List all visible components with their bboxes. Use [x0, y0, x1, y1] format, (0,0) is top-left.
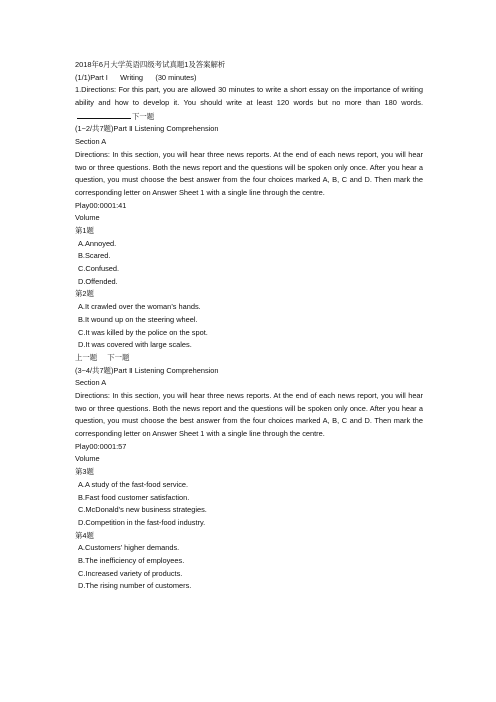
- section1-volume-control[interactable]: Volume: [75, 213, 100, 223]
- question-4-option-a[interactable]: A.Customers’ higher demands.: [78, 543, 180, 553]
- question-2-option-c[interactable]: C.It was killed by the police on the spot.: [78, 327, 208, 337]
- question-3-option-a[interactable]: A.A study of the fast-food service.: [78, 479, 189, 489]
- question-3-label: 第3题: [75, 467, 94, 477]
- next-question-link[interactable]: 下一题: [107, 352, 130, 362]
- question-1-option-b[interactable]: B.Scared.: [78, 251, 111, 261]
- section2-volume-control[interactable]: Volume: [75, 454, 100, 464]
- part1-directions-text: 1.Directions: For this part, you are allowed 30 minutes to write a short essay on the importance of writing ability and how to develop it. You should write at least 120 words but no more than 180 words.: [75, 85, 423, 108]
- prev-question-link[interactable]: 上一题: [75, 352, 98, 362]
- question-1-option-d[interactable]: D.Offended.: [78, 276, 118, 286]
- question-2-option-a[interactable]: A.It crawled over the woman’s hands.: [78, 302, 201, 312]
- answer-blank: [77, 110, 131, 119]
- question-1-label: 第1题: [75, 226, 94, 236]
- question-4-option-d[interactable]: D.The rising number of customers.: [78, 581, 192, 591]
- question-2-label: 第2题: [75, 289, 94, 299]
- section1-directions: Directions: In this section, you will hear three news reports. At the end of each news report, you will hear two or three questions. Both the news report and the questions will be spoken only once. After you hear a question, you must choose the best answer from the four choices marked A, B, C and D. Then mark the corresponding letter on Answer Sheet 1 with a single line through the centre.: [75, 149, 423, 197]
- question-nav: [75, 352, 423, 365]
- question-4-option-c[interactable]: C.Increased variety of products.: [78, 568, 183, 578]
- question-1-option-c[interactable]: C.Confused.: [78, 264, 120, 274]
- question-1-option-a[interactable]: A.Annoyed.: [78, 238, 117, 248]
- question-3-option-d[interactable]: D.Competition in the fast-food industry.: [78, 517, 206, 527]
- question-2-option-d[interactable]: D.It was covered with large scales.: [78, 340, 192, 350]
- section2-play-control[interactable]: Play00:0001:57: [75, 441, 127, 451]
- question-2-option-b[interactable]: B.It wound up on the steering wheel.: [78, 314, 198, 324]
- question-4-label: 第4题: [75, 530, 94, 540]
- section2-label: Section A: [75, 378, 107, 388]
- part1-directions: [75, 84, 423, 123]
- question-4-option-b[interactable]: B.The inefficiency of employees.: [78, 555, 185, 565]
- question-3-option-c[interactable]: C.McDonald’s new business strategies.: [78, 505, 207, 515]
- part1-header: (1/1)Part I Writing (30 minutes): [75, 72, 197, 82]
- section2-header: (3~4/共7题)Part Ⅱ Listening Comprehension: [75, 365, 219, 375]
- section1-label: Section A: [75, 137, 107, 147]
- question-3-option-b[interactable]: B.Fast food customer satisfaction.: [78, 492, 190, 502]
- section1-play-control[interactable]: Play00:0001:41: [75, 200, 127, 210]
- next-question-link[interactable]: 下一题: [132, 111, 155, 121]
- page-title: 2018年6月大学英语四级考试真题1及答案解析: [75, 60, 226, 69]
- document-page: [75, 59, 423, 593]
- section1-header: (1~2/共7题)Part Ⅱ Listening Comprehension: [75, 124, 219, 134]
- section2-directions: Directions: In this section, you will hear three news reports. At the end of each news report, you will hear two or three questions. Both the news report and the questions will be spoken only once. After you hear a question, you must choose the best answer from the four choices marked A, B, C and D. Then mark the corresponding letter on Answer Sheet 1 with a single line through the centre.: [75, 390, 423, 439]
